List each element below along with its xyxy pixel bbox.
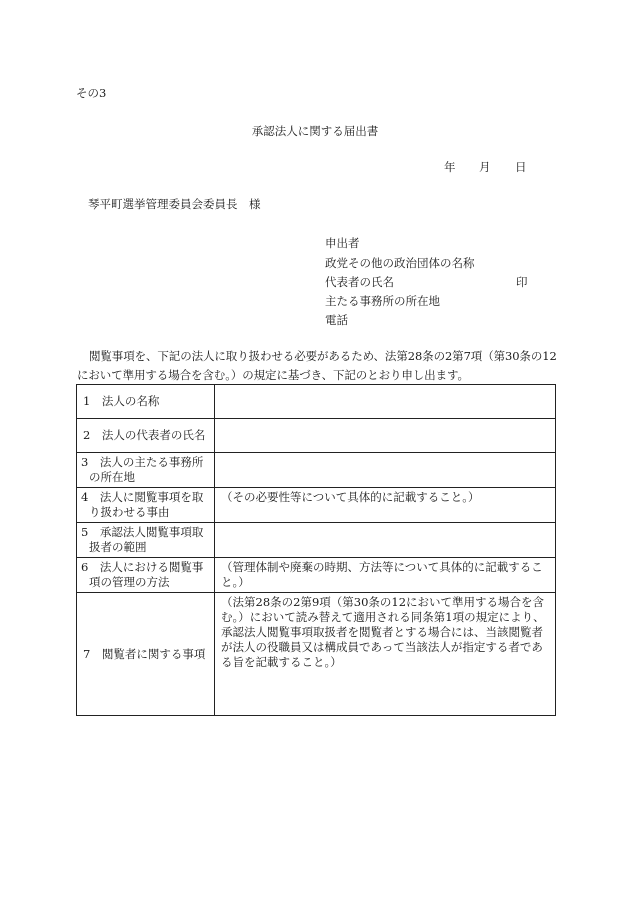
table-row: [77, 453, 556, 488]
phone-label: 電話: [325, 313, 348, 327]
item-entry-cell[interactable]: [215, 523, 556, 558]
item-label-text: 5 承認法人閲覧事項取扱者の範囲: [81, 525, 204, 554]
item-entry-cell[interactable]: [215, 385, 556, 419]
intro-paragraph: 閲覧事項を、下記の法人に取り扱わせる必要があるため、法第28条の2第7項（第30条の12において準用する場合を含む。）の規定に基づき、下記のとおり申し出ます。: [77, 349, 557, 382]
item-label: [77, 558, 215, 593]
applicant-label: 申出者: [325, 236, 360, 250]
seal-mark: 印: [516, 275, 528, 289]
form-number: その3: [76, 86, 107, 100]
item-label: [77, 488, 215, 523]
office-address-label: 主たる事務所の所在地: [325, 294, 440, 308]
date-day-label: 日: [515, 160, 527, 174]
item-label-text: 1 法人の名称: [83, 394, 160, 408]
item-label-text: 3 法人の主たる事務所の所在地: [81, 455, 204, 484]
table-row: [77, 488, 556, 523]
item-label: [77, 385, 215, 419]
item-label-text: 7 閲覧者に関する事項: [83, 646, 206, 661]
representative-name-label: 代表者の氏名: [325, 275, 394, 289]
date-year-label: 年: [444, 160, 456, 174]
item-label: [77, 419, 215, 453]
item-label-text: 4 法人に閲覧事項を取り扱わせる事由: [81, 490, 204, 519]
table-row: [77, 523, 556, 558]
date-month-label: 月: [479, 160, 491, 174]
document-title: 承認法人に関する届出書: [251, 124, 379, 138]
item-label-text: 2 法人の代表者の氏名: [83, 428, 206, 442]
item-entry-cell[interactable]: [215, 419, 556, 453]
item-label: [77, 523, 215, 558]
item-note: （管理体制や廃棄の時期、方法等について具体的に記載すること。）: [221, 560, 543, 589]
item-note: （法第28条の2第9項（第30条の12において準用する場合を含む。）において読み替えて適用される同条第1項の規定により、承認法人閲覧事項取扱者を閲覧者とする場合には、当該閲覧者が法人の役職員又は構成員であって当該法人が指定する者である旨を記載すること。）: [221, 595, 545, 669]
item-label: [77, 593, 215, 716]
addressee: 琴平町選挙管理委員会委員長 様: [88, 197, 261, 211]
items-table: [76, 384, 556, 716]
org-name-label: 政党その他の政治団体の名称: [325, 256, 475, 270]
table-row: [77, 558, 556, 593]
item-note: （その必要性等について具体的に記載すること。）: [221, 490, 480, 504]
table-row: [77, 419, 556, 453]
table-row: [77, 593, 556, 716]
item-entry-cell[interactable]: [215, 488, 556, 523]
item-label: [77, 453, 215, 488]
table-row: [77, 385, 556, 419]
item-entry-cell[interactable]: [215, 593, 556, 716]
item-label-text: 6 法人における閲覧事項の管理の方法: [81, 560, 204, 589]
item-entry-cell[interactable]: [215, 453, 556, 488]
item-entry-cell[interactable]: [215, 558, 556, 593]
